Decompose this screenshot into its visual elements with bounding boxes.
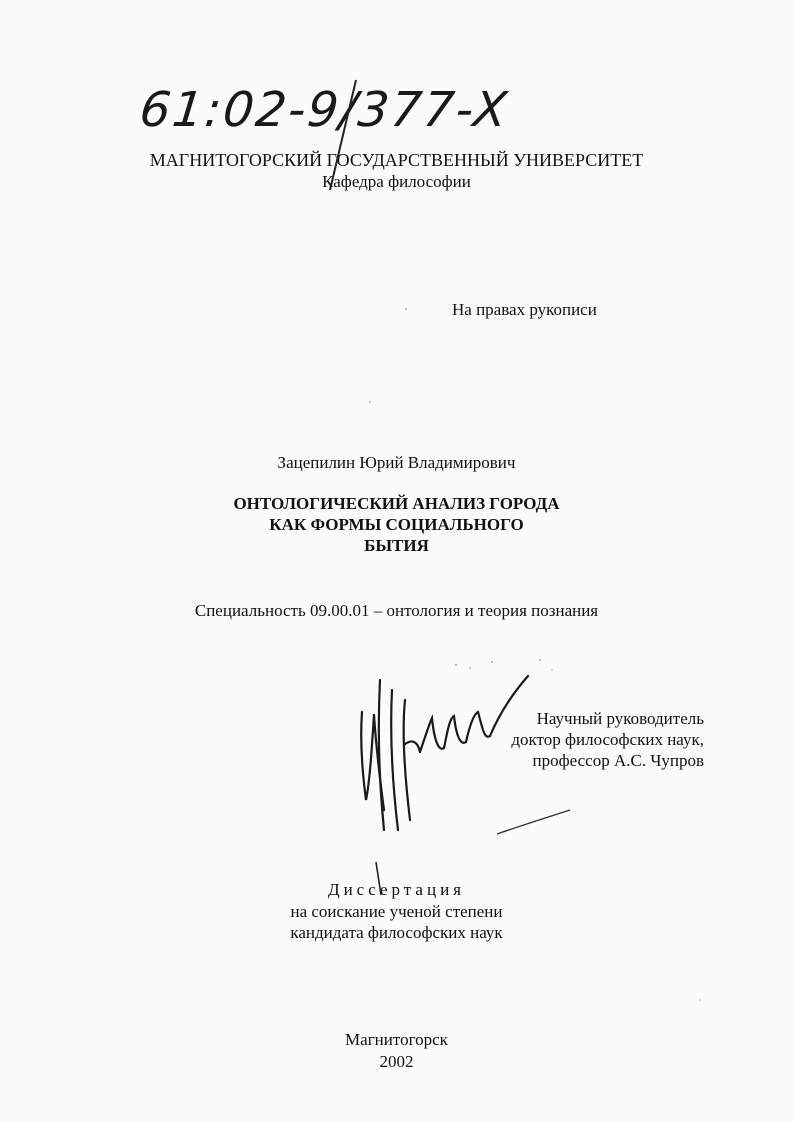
supervisor-degree: доктор философских наук, [511,730,704,749]
work-type-line-3: кандидата философских наук [290,923,503,942]
title-line-1: ОНТОЛОГИЧЕСКИЙ АНАЛИЗ ГОРОДА [233,494,560,513]
footer-year: 2002 [379,1052,414,1071]
supervisor-signature [361,676,528,830]
footer-city: Магнитогорск [345,1030,448,1049]
title-line-2: КАК ФОРМЫ СОЦИАЛЬНОГО [269,515,524,534]
specialty: Специальность 09.00.01 – онтология и теория познания [194,601,599,620]
work-type-line-2: на соискание ученой степени [290,902,503,921]
supervisor-role: Научный руководитель [536,709,704,728]
title-line-3: БЫТИЯ [364,536,429,555]
rights-note: На правах рукописи [452,300,597,319]
signature-underline [497,810,570,834]
author-name: Зацепилин Юрий Владимирович [277,453,516,472]
supervisor-name: профессор А.С. Чупров [532,751,704,770]
university-name: МАГНИТОГОРСКИЙ ГОСУДАРСТВЕННЫЙ УНИВЕРСИТЕТ [149,150,644,170]
department-name: Кафедра философии [322,172,471,191]
work-type-label: Диссертация [327,880,465,899]
catalog-number: 61:02-9/377-X [137,82,512,138]
